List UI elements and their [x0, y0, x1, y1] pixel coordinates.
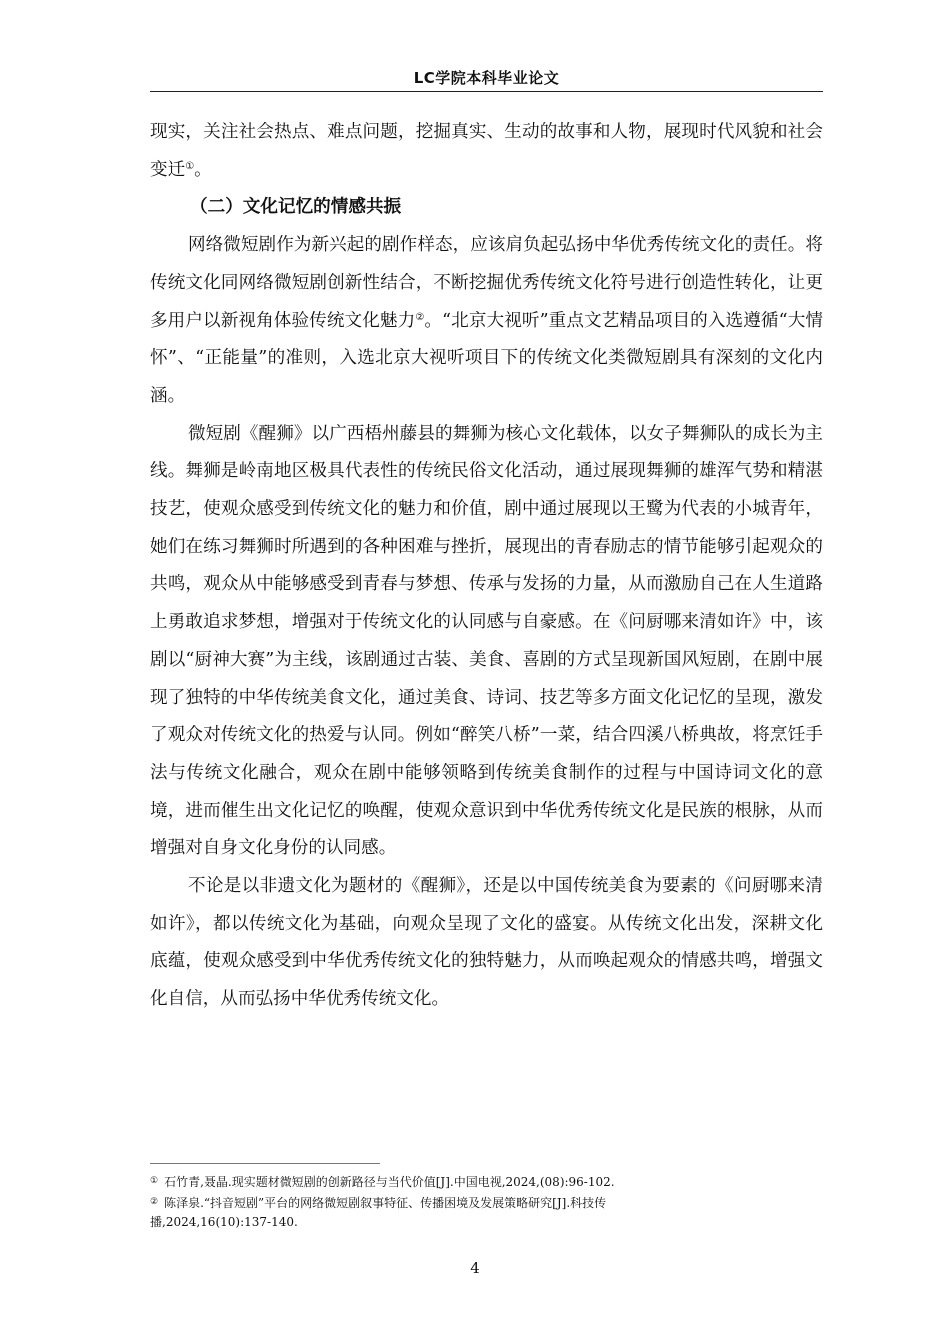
page-number: 4 [470, 1259, 480, 1277]
footnote-ref-2[interactable]: ② [415, 311, 425, 323]
page-header-title: LC学院本科毕业论文 [413, 69, 560, 87]
footnote-text: 陈泽泉.“抖音短剧”平台的网络微短剧叙事特征、传播困境及发展策略研究[J].科技传播,2024,16(10):137-140. [150, 1195, 607, 1229]
paragraph-continued [150, 114, 823, 189]
footnote-2 [150, 1193, 710, 1233]
footnote-ref-1[interactable]: ① [185, 160, 195, 172]
paragraph-2: 微短剧《醒狮》以广西梧州藤县的舞狮为核心文化载体，以女子舞狮队的成长为主线。舞狮是岭南地区极具代表性的传统民俗文化活动，通过展现舞狮的雄浑气势和精湛技艺，使观众感受到传统文化的魅力和价值，剧中通过展现以王鹭为代表的小城青年，她们在练习舞狮时所遇到的各种困难与挫折，展现出的青春励志的情节能够引起观众的共鸣，观众从中能够感受到青春与梦想、传承与发扬的力量，从而激励自己在人生道路上勇敢追求梦想，增强对于传统文化的认同感与自豪感。在《问厨哪来清如许》中，该剧以“厨神大赛”为主线，该剧通过古装、美食、喜剧的方式呈现新国风短剧，在剧中展现了独特的中华传统美食文化，通过美食、诗词、技艺等多方面文化记忆的呈现，激发了观众对传统文化的热爱与认同。例如“醉笑八桥”一菜，结合四溪八桥典故，将烹饪手法与传统文化融合，观众在剧中能够领略到传统美食制作的过程与中国诗词文化的意境，进而催生出文化记忆的唤醒，使观众意识到中华优秀传统文化是民族的根脉，从而增强对自身文化身份的认同感。 [150, 423, 823, 859]
paragraph-text: 现实，关注社会热点、难点问题，挖掘真实、生动的故事和人物，展现时代风貌和社会变迁 [150, 122, 823, 180]
footnote-text: 石竹青,聂晶.现实题材微短剧的创新路径与当代价值[J].中国电视,2024,(08):96-102. [164, 1175, 615, 1189]
footnotes [150, 1172, 710, 1233]
footnote-divider [150, 1163, 380, 1164]
paragraph-3: 不论是以非遗文化为题材的《醒狮》，还是以中国传统美食为要素的《问厨哪来清如许》，都以传统文化为基础，向观众呈现了文化的盛宴。从传统文化出发，深耕文化底蕴，使观众感受到中华优秀传统文化的独特魅力，从而唤起观众的情感共鸣，增强文化自信，从而弘扬中华优秀传统文化。 [150, 876, 823, 1010]
footnote-mark: ① [150, 1176, 159, 1186]
paragraph-text: 网络微短剧作为新兴起的剧作样态，应该肩负起弘扬中华优秀传统文化的责任。将传统文化同网络微短剧创新性结合，不断挖掘优秀传统文化符号进行创造性转化，让更多用户以新视角体验传统文化魅力 [150, 235, 823, 331]
section-heading: （二）文化记忆的情感共振 [190, 197, 402, 218]
paragraph-end: 。 [194, 159, 212, 180]
footnote-1 [150, 1172, 710, 1193]
main-body [150, 114, 823, 1019]
paragraph-text: 。“北京大视听”重点文艺精品项目的入选遵循“大情怀”、“正能量”的准则，入选北京大视听项目下的传统文化类微短剧具有深刻的文化内涵。 [150, 310, 823, 406]
header-divider [150, 91, 823, 92]
paragraph-1 [150, 227, 823, 416]
footnote-mark: ② [150, 1196, 159, 1207]
